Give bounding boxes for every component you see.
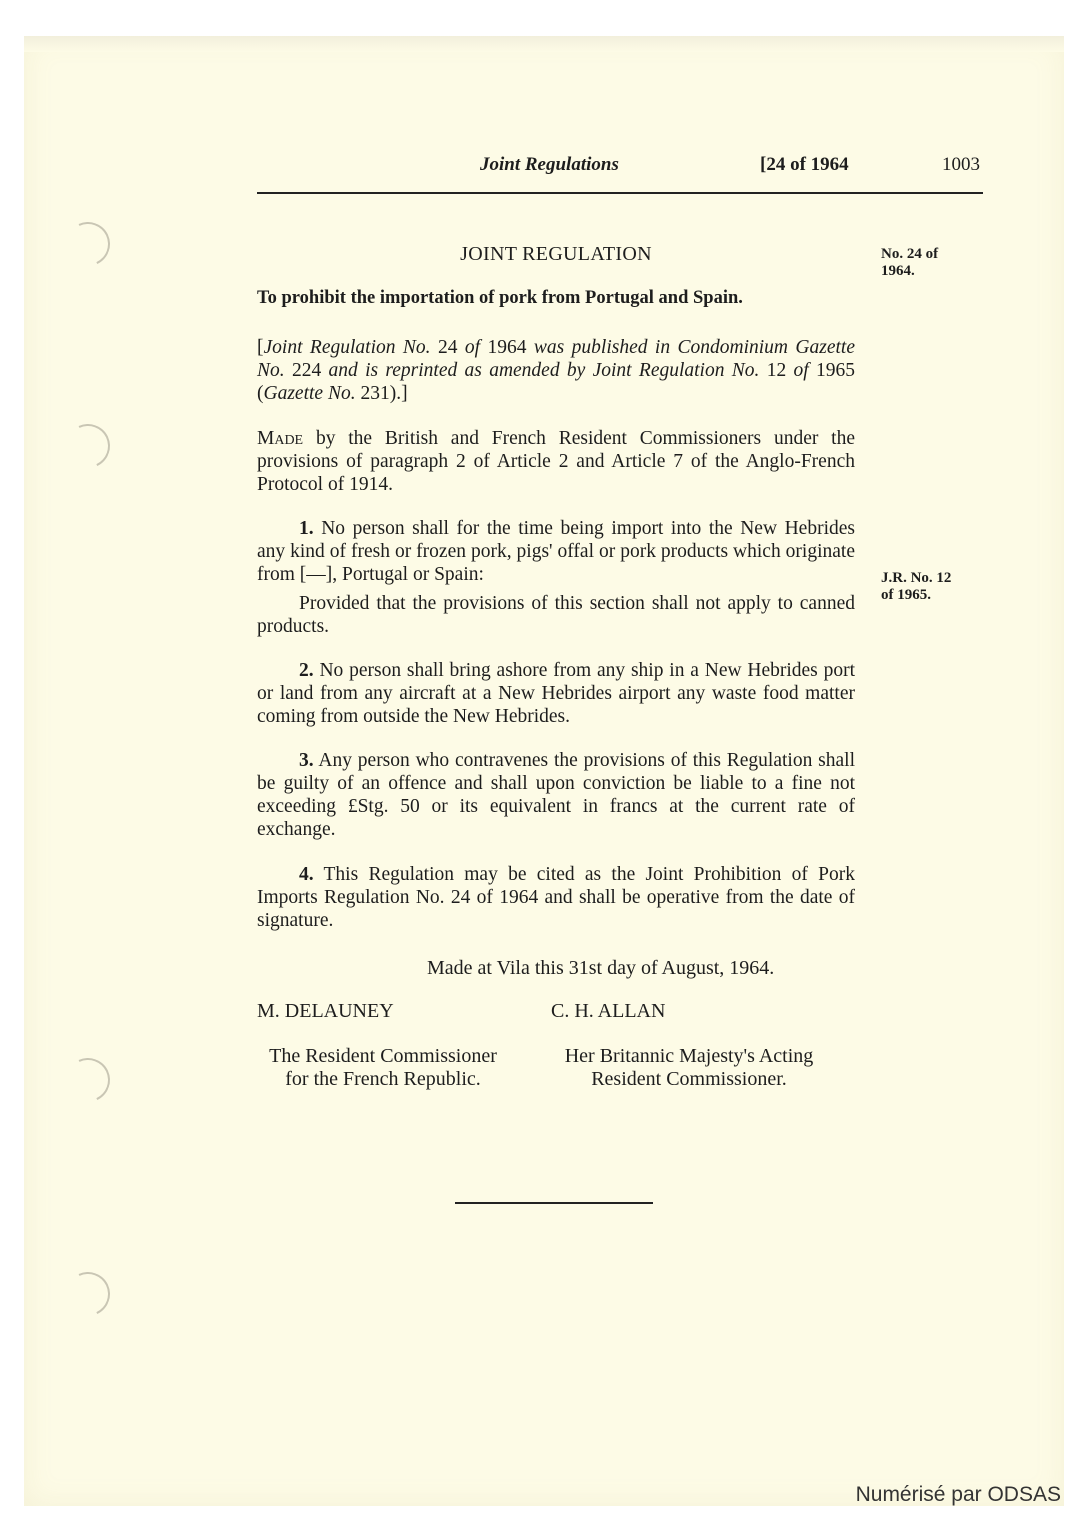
margin-note-amendment	[881, 570, 991, 604]
section-3	[257, 749, 855, 841]
margin-note-regulation	[881, 246, 991, 280]
enactment-clause	[257, 427, 855, 496]
note-bracket: [	[257, 337, 264, 358]
note-number: 231).]	[355, 383, 408, 404]
note-italic: of	[793, 360, 809, 381]
note-number: 1964	[480, 337, 534, 358]
section-1	[257, 517, 855, 586]
document-heading: JOINT REGULATION	[460, 243, 652, 265]
note-italic: was published in Condominium Gazette No.	[257, 337, 856, 381]
signatory-title-line: Her Britannic Majesty's Acting	[564, 1045, 814, 1067]
publication-note	[257, 336, 855, 405]
enactment-text: by the British and French Resident Commissioners under the provisions of paragraph 2 of Article 2 and Article 7 of the Anglo-French Protocol of 1914.	[257, 428, 855, 495]
signatory-title-line: Resident Commissioner.	[591, 1068, 787, 1090]
page-top-edge	[24, 36, 1064, 52]
section-text: This Regulation may be cited as the Joint Prohibition of Pork Imports Regulation No. 24 of 1964 and shall be operative from the date of signature.	[257, 864, 855, 931]
section-number: 4.	[299, 864, 314, 885]
signatory-title-british	[551, 1045, 827, 1091]
margin-note-line: 1964.	[881, 263, 915, 279]
digitization-credit: Numérisé par ODSAS	[855, 1483, 1061, 1506]
end-rule	[455, 1202, 653, 1204]
note-number: 24	[430, 337, 465, 358]
enactment-made: Made	[257, 428, 304, 449]
made-at-line: Made at Vila this 31st day of August, 1964.	[427, 957, 775, 979]
note-italic: Gazette No.	[263, 383, 356, 404]
signatory-title-line: The Resident Commissioner	[269, 1045, 497, 1067]
margin-note-line: of 1965.	[881, 587, 931, 603]
signatory-name-british: C. H. ALLAN	[551, 1000, 666, 1022]
signatory-name-french: M. DELAUNEY	[257, 1000, 394, 1022]
section-4	[257, 863, 855, 932]
section-text: Any person who contravenes the provisions of this Regulation shall be guilty of an offence and shall upon conviction be liable to a fine not exceeding £Stg. 50 or its equivalent in francs at the current rate of exchange.	[257, 750, 855, 840]
margin-note-line: No. 24 of	[881, 246, 939, 262]
section-text: No person shall bring ashore from any ship in a New Hebrides port or land from any aircraft at a New Hebrides airport any waste food matter coming from outside the New Hebrides.	[257, 660, 855, 727]
note-italic: of	[464, 337, 481, 358]
section-1-proviso	[257, 592, 855, 638]
subtitle-text: To prohibit the importation of pork from Portugal and Spain.	[257, 288, 743, 308]
note-number: 12	[759, 360, 794, 381]
margin-note-line: J.R. No. 12	[881, 570, 952, 586]
section-number: 3.	[299, 750, 314, 771]
signatory-title-line: for the French Republic.	[285, 1068, 481, 1090]
running-header-title: Joint Regulations	[480, 154, 619, 175]
section-text: No person shall for the time being import into the New Hebrides any kind of fresh or frozen pork, pigs' offal or pork products which originate from [—], Portugal or Spain:	[257, 518, 855, 585]
section-text: Provided that the provisions of this section shall not apply to canned products.	[257, 593, 855, 637]
note-number: 1965 (	[257, 360, 856, 404]
section-number: 1.	[299, 518, 314, 539]
header-rule	[257, 192, 983, 194]
note-italic: Joint Regulation No.	[263, 337, 431, 358]
note-italic: and is reprinted as amended by Joint Regulation No.	[328, 360, 760, 381]
subtitle	[257, 287, 855, 310]
signatory-title-french	[257, 1045, 509, 1091]
note-number: 224	[284, 360, 329, 381]
running-header-reference: [24 of 1964	[760, 154, 849, 175]
section-number: 2.	[299, 660, 314, 681]
page-number: 1003	[942, 154, 980, 175]
section-2	[257, 659, 855, 728]
